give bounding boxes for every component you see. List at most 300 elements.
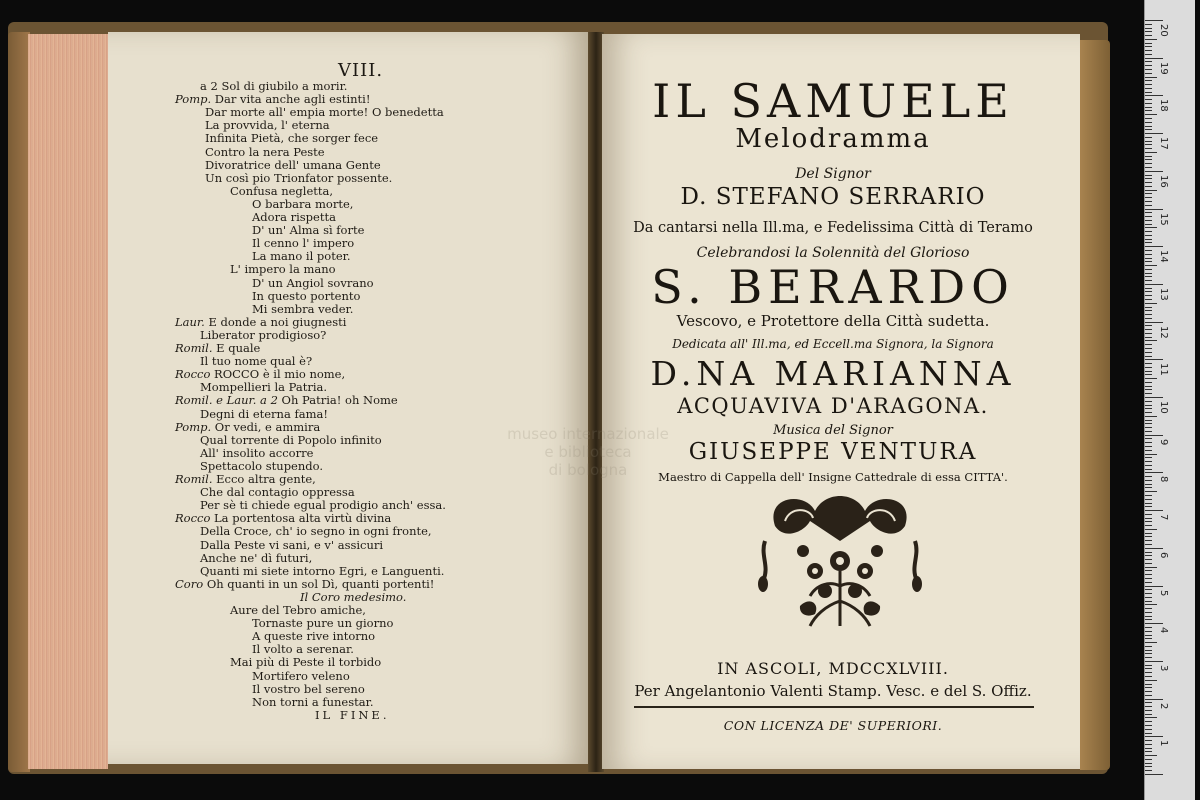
- ruler-tick: [1145, 288, 1152, 289]
- ruler-tick: [1145, 24, 1152, 25]
- ruler-tick: [1145, 601, 1152, 602]
- ruler-tick: [1145, 631, 1152, 632]
- ruler-tick: [1145, 110, 1152, 111]
- verse-line: [230, 263, 336, 276]
- ruler-label: 18: [1158, 99, 1169, 113]
- ruler-tick: [1145, 616, 1152, 617]
- license-line: CON LICENZA DE' SUPERIORI.: [723, 718, 943, 733]
- ruler-tick: [1145, 39, 1157, 40]
- ruler-tick: [1145, 224, 1152, 225]
- verse-text: Ecco altra gente,: [216, 472, 316, 486]
- ruler-tick: [1145, 386, 1152, 387]
- ruler-tick: [1145, 608, 1152, 609]
- composer-name: GIUSEPPE VENTURA: [688, 439, 978, 465]
- ruler-tick: [1145, 367, 1152, 368]
- ruler-tick: [1145, 740, 1152, 741]
- verse-text: Per sè ti chiede egual prodigio anch' essa.: [200, 498, 446, 513]
- ruler-tick: [1145, 559, 1152, 560]
- verse-text: ROCCO è il mio nome,: [214, 367, 346, 382]
- ruler-tick: [1145, 748, 1152, 749]
- verse-line: [252, 224, 364, 237]
- verse-line: [252, 198, 353, 211]
- ruler-tick: [1145, 518, 1152, 519]
- ruler-tick: [1145, 156, 1152, 157]
- verse-text: Quanti mi siete intorno Egri, e Languenti.: [200, 563, 445, 578]
- ruler-tick: [1145, 480, 1152, 481]
- verse-line: [200, 447, 313, 460]
- ruler-tick: [1145, 653, 1152, 654]
- ruler-label: 6: [1158, 551, 1169, 559]
- verse-text: a 2 Sol di giubilo a morir.: [200, 79, 348, 93]
- ruler-tick: [1145, 638, 1152, 639]
- verse-text: Il vostro bel sereno: [252, 681, 365, 696]
- ruler-tick: [1145, 695, 1152, 696]
- verse-line: [300, 591, 406, 604]
- ruler-tick: [1145, 729, 1152, 730]
- verse-text: Oh Patria! oh Nome: [281, 393, 398, 408]
- ruler-tick: [1145, 714, 1152, 715]
- verse-text: Oh quanti in un sol Dì, quanti portenti!: [206, 576, 435, 591]
- ruler-tick: [1145, 265, 1157, 266]
- ruler-tick: [1145, 710, 1152, 711]
- ruler-tick: [1145, 525, 1152, 526]
- verse-line: [200, 499, 446, 512]
- ruler-tick: [1145, 95, 1163, 96]
- ruler-tick: [1145, 706, 1152, 707]
- ruler-tick: [1145, 46, 1152, 47]
- ruler-tick: [1145, 144, 1152, 145]
- ruler-tick: [1145, 770, 1152, 771]
- speaker-name: Laur.: [175, 314, 209, 329]
- verse-text: E quale: [216, 341, 261, 355]
- verse-text: O barbara morte,: [252, 196, 354, 211]
- verse-text: Divoratrice dell' umana Gente: [205, 157, 381, 172]
- ruler-tick: [1145, 197, 1152, 198]
- verse-line: [175, 578, 434, 591]
- ruler-tick: [1145, 393, 1152, 394]
- ruler-tick: [1145, 574, 1152, 575]
- ruler-tick: [1145, 661, 1163, 662]
- verse-text: In questo portento: [252, 288, 361, 303]
- speaker-name: Romil.: [175, 472, 217, 486]
- ruler-tick: [1145, 325, 1152, 326]
- verse-text: Degni di eterna fama!: [200, 406, 328, 421]
- ruler-tick: [1145, 58, 1163, 59]
- ruler-tick: [1145, 205, 1152, 206]
- ruler-label: 16: [1158, 174, 1169, 188]
- ruler-tick: [1145, 401, 1152, 402]
- ruler-tick: [1145, 186, 1152, 187]
- ruler-tick: [1145, 465, 1152, 466]
- ruler-label: 2: [1158, 702, 1169, 709]
- verse-line: [175, 342, 260, 355]
- ruler-tick: [1145, 84, 1152, 85]
- ruler-tick: [1145, 755, 1157, 756]
- verse-line: [252, 211, 336, 224]
- verse-text: L' impero la mano: [230, 262, 336, 277]
- speaker-name: Romil. e Laur. a 2: [175, 393, 282, 408]
- ruler-tick: [1145, 446, 1152, 447]
- imprint-place-date: IN ASCOLI, MDCCXLVIII.: [717, 659, 949, 678]
- ruler-tick: [1145, 220, 1152, 221]
- ruler-tick: [1145, 529, 1157, 530]
- verse-text: Dar vita anche agli estinti!: [214, 92, 371, 107]
- ruler-tick: [1145, 314, 1152, 315]
- ruler-tick: [1145, 303, 1157, 304]
- ruler-tick: [1145, 521, 1152, 522]
- ruler-tick: [1145, 118, 1152, 119]
- ruler-tick: [1145, 152, 1157, 153]
- verse-line: [252, 303, 353, 316]
- ruler-tick: [1145, 650, 1152, 651]
- verse-line: [252, 277, 374, 290]
- ruler-tick: [1145, 261, 1152, 262]
- ruler-tick: [1145, 163, 1152, 164]
- verse-line: [200, 80, 347, 93]
- title-page: [594, 12, 1072, 747]
- ruler-tick: [1145, 699, 1163, 700]
- watermark-line: e biblioteca: [544, 443, 632, 461]
- verse-text: Confusa negletta,: [230, 183, 334, 198]
- ruler-tick: [1145, 680, 1157, 681]
- dedicatee-family: ACQUAVIVA D'ARAGONA.: [677, 394, 989, 418]
- ruler-tick: [1145, 80, 1152, 81]
- verse-line: [205, 172, 392, 185]
- verse-text: All' insolito accorre: [200, 445, 314, 460]
- ruler-tick: [1145, 227, 1157, 228]
- ruler-tick: [1145, 171, 1163, 172]
- verse-text: Mortifero veleno: [252, 668, 350, 683]
- ruler-tick: [1145, 269, 1152, 270]
- ruler-tick: [1145, 544, 1152, 545]
- celebration-line: Celebrandosi la Solennità del Glorioso: [696, 245, 970, 261]
- ruler-tick: [1145, 725, 1152, 726]
- ruler-tick: [1145, 733, 1152, 734]
- ruler-tick: [1145, 389, 1152, 390]
- ruler-tick: [1145, 348, 1152, 349]
- ruler-tick: [1145, 295, 1152, 296]
- ruler-tick: [1145, 552, 1152, 553]
- verse-line: [230, 604, 366, 617]
- ruler-tick: [1145, 423, 1152, 424]
- ruler-label: 9: [1158, 438, 1169, 446]
- ruler-tick: [1145, 88, 1152, 89]
- verse-text: Dalla Peste vi sani, e v' assicuri: [200, 537, 384, 552]
- verse-line: [205, 132, 378, 145]
- ruler-tick: [1145, 291, 1152, 292]
- ruler-tick: [1145, 672, 1152, 673]
- ruler-tick: [1145, 431, 1152, 432]
- ruler-tick: [1145, 20, 1163, 21]
- ruler-tick: [1145, 533, 1152, 534]
- verse-line: [252, 290, 360, 303]
- verse-text: Infinita Pietà, che sorger fece: [205, 131, 379, 146]
- verse-text: Il cenno l' impero: [252, 236, 355, 251]
- ruler-label: 4: [1158, 627, 1169, 634]
- ruler-tick: [1145, 299, 1152, 300]
- verse-line: [175, 316, 346, 329]
- ruler-tick: [1145, 548, 1163, 549]
- ruler-tick: [1145, 378, 1157, 379]
- ruler-tick: [1145, 273, 1152, 274]
- verse-text: Contro la nera Peste: [205, 144, 325, 159]
- watermark-line: museo internazionale: [507, 425, 669, 443]
- verse-line: [252, 237, 354, 250]
- ruler-tick: [1145, 73, 1152, 74]
- verse-line: [252, 630, 375, 643]
- ruler-tick: [1145, 627, 1152, 628]
- ruler-tick: [1145, 476, 1152, 477]
- ruler-tick: [1145, 589, 1152, 590]
- ruler-tick: [1145, 555, 1152, 556]
- ruler-tick: [1145, 499, 1152, 500]
- speaker-name: Coro: [175, 576, 207, 591]
- speaker-name: Rocco: [175, 511, 215, 526]
- ruler-tick: [1145, 103, 1152, 104]
- verse-text: Il volto a serenar.: [252, 642, 354, 657]
- verse-line: [252, 696, 374, 709]
- ruler-tick: [1145, 405, 1152, 406]
- ruler-tick: [1145, 450, 1152, 451]
- author-name: D. STEFANO SERRARIO: [680, 184, 986, 210]
- ruler-tick: [1145, 397, 1163, 398]
- ruler-tick: [1145, 167, 1152, 168]
- floral-ornament-icon: [755, 486, 925, 636]
- ruler-label: 3: [1158, 664, 1169, 672]
- ruler-tick: [1145, 702, 1152, 703]
- ruler-tick: [1145, 597, 1152, 598]
- verse-line: [230, 656, 381, 669]
- ruler-tick: [1145, 61, 1152, 62]
- ruler-tick: [1145, 129, 1152, 130]
- ruler-tick: [1145, 182, 1152, 183]
- ruler-tick: [1145, 363, 1152, 364]
- ruler-tick: [1145, 28, 1152, 29]
- ruler-tick: [1145, 665, 1152, 666]
- verse-text: Mompellieri la Patria.: [200, 380, 328, 395]
- verse-text: Mai più di Peste il torbido: [230, 655, 382, 670]
- ruler-tick: [1145, 657, 1152, 658]
- ruler-tick: [1145, 721, 1152, 722]
- ruler-tick: [1145, 514, 1152, 515]
- ruler-tick: [1145, 352, 1152, 353]
- ruler-tick: [1145, 310, 1152, 311]
- verse-text: Tornaste pure un giorno: [252, 616, 394, 631]
- ruler-label: 5: [1158, 589, 1169, 596]
- ruler-tick: [1145, 307, 1152, 308]
- verse-line: [200, 552, 312, 565]
- ruler-tick: [1145, 65, 1152, 66]
- ruler-tick: [1145, 159, 1152, 160]
- verse-text: Il tuo nome qual è?: [200, 354, 313, 369]
- ruler-tick: [1145, 736, 1163, 737]
- ruler-tick: [1145, 578, 1152, 579]
- verse-line: [200, 408, 328, 421]
- verse-line: [230, 185, 333, 198]
- verse-line: [205, 119, 330, 132]
- verse-text: Che dal contagio oppressa: [200, 485, 355, 500]
- ruler-tick: [1145, 676, 1152, 677]
- ruler-tick: [1145, 691, 1152, 692]
- ruler-tick: [1145, 408, 1152, 409]
- verse-text: Anche ne' dì futuri,: [200, 550, 313, 565]
- ruler-tick: [1145, 495, 1152, 496]
- ruler-tick: [1145, 435, 1163, 436]
- ruler-tick: [1145, 593, 1152, 594]
- ruler-tick: [1145, 766, 1152, 767]
- speaker-name: Pomp.: [175, 92, 215, 107]
- verse-line: [200, 329, 326, 342]
- ruler-tick: [1145, 382, 1152, 383]
- ruler-tick: [1145, 92, 1152, 93]
- ruler-tick: [1145, 77, 1157, 78]
- ruler-label: 12: [1158, 325, 1169, 339]
- ruler-tick: [1145, 69, 1152, 70]
- ruler-tick: [1145, 454, 1157, 455]
- verse-line: [175, 473, 316, 486]
- printer-line: Per Angelantonio Valenti Stamp. Vesc. e del S. Offiz.: [634, 682, 1032, 700]
- ruler-tick: [1145, 668, 1152, 669]
- music-label: Musica del Signor: [773, 423, 893, 438]
- verse-text: Non torni a funestar.: [252, 694, 374, 709]
- ruler-tick: [1145, 190, 1157, 191]
- verse-line: [252, 670, 350, 683]
- ruler-tick: [1145, 416, 1157, 417]
- ruler-tick: [1145, 239, 1152, 240]
- ruler-tick: [1145, 280, 1152, 281]
- ruler-tick: [1145, 371, 1152, 372]
- verse-line: [200, 434, 382, 447]
- verse-text: Or vedi, e ammira: [214, 419, 321, 434]
- ruler-tick: [1145, 276, 1152, 277]
- ruler-tick: [1145, 642, 1157, 643]
- ruler-tick: [1145, 763, 1152, 764]
- speaker-name: Romil.: [175, 341, 217, 355]
- ruler-label: 14: [1158, 250, 1169, 263]
- ruler-tick: [1145, 536, 1152, 537]
- verse-line: [252, 683, 365, 696]
- verse-text: La mano il poter.: [252, 249, 351, 264]
- verse-line: [205, 146, 325, 159]
- ruler-tick: [1145, 193, 1152, 194]
- ruler-tick: [1145, 469, 1152, 470]
- verse-text: La provvida, l' eterna: [205, 118, 330, 133]
- composer-description: Maestro di Cappella dell' Insigne Cattedrale di essa CITTA'.: [658, 470, 1008, 484]
- verse-text: Mi sembra veder.: [252, 301, 354, 316]
- ruler-tick: [1145, 246, 1163, 247]
- watermark-line: di bologna: [548, 461, 628, 479]
- verse-text: La portentosa alta virtù divina: [214, 511, 392, 526]
- ruler-tick: [1145, 333, 1152, 334]
- ruler-label: 8: [1158, 476, 1169, 483]
- ruler-tick: [1145, 759, 1152, 760]
- verse-line: [252, 643, 354, 656]
- ruler-tick: [1145, 107, 1152, 108]
- ruler-tick: [1145, 420, 1152, 421]
- dedication-line: Dedicata all' Ill.ma, ed Eccell.ma Signora, la Signora: [672, 337, 994, 351]
- ruler-tick: [1145, 472, 1163, 473]
- verse-text: D' un Angiol sovrano: [252, 275, 374, 290]
- verse-line: [200, 381, 327, 394]
- ruler-label: 13: [1158, 287, 1169, 301]
- verse-line: [315, 709, 389, 722]
- ruler-tick: [1145, 484, 1152, 485]
- ruler-label: 1: [1158, 740, 1169, 747]
- ruler-tick: [1145, 356, 1152, 357]
- ruler-tick: [1145, 318, 1152, 319]
- verse-line: [200, 355, 312, 368]
- ruler-tick: [1145, 506, 1152, 507]
- ruler-tick: [1145, 619, 1152, 620]
- ruler-tick: [1145, 717, 1157, 718]
- verse-line: [200, 525, 432, 538]
- verse-text: Adora rispetta: [252, 210, 336, 224]
- ruler-label: 11: [1158, 363, 1169, 377]
- ruler-tick: [1145, 250, 1152, 251]
- verse-line: [205, 159, 381, 172]
- ruler-tick: [1145, 586, 1163, 587]
- ruler-tick: [1145, 646, 1152, 647]
- ruler-tick: [1145, 175, 1152, 176]
- saint-description: Vescovo, e Protettore della Città sudetta.: [676, 312, 990, 330]
- ruler-tick: [1145, 201, 1152, 202]
- page-number: VIII.: [338, 60, 384, 81]
- verse-text: IL FINE.: [315, 707, 390, 722]
- ruler-tick: [1145, 43, 1152, 44]
- ruler-tick: [1145, 122, 1152, 123]
- ruler-tick: [1145, 438, 1152, 439]
- title-rule: [634, 706, 1034, 708]
- verse-line: [200, 565, 444, 578]
- ruler-tick: [1145, 284, 1163, 285]
- ruler-tick: [1145, 461, 1152, 462]
- dedicatee-name: D.NA MARIANNA: [650, 354, 1016, 393]
- ruler-label: 7: [1158, 514, 1169, 521]
- ruler-tick: [1145, 258, 1152, 259]
- ruler-tick: [1145, 744, 1152, 745]
- ruler-label: 17: [1158, 137, 1169, 150]
- saint-name: S. BERARDO: [651, 260, 1015, 314]
- ruler-tick: [1145, 54, 1152, 55]
- ruler-tick: [1145, 427, 1152, 428]
- ruler-label: 20: [1158, 24, 1169, 37]
- verse-text: Dar morte all' empia morte! O benedetta: [205, 105, 444, 120]
- ruler-label: 19: [1158, 61, 1169, 75]
- verse-line: [200, 486, 355, 499]
- verse-line: [175, 512, 391, 525]
- ruler-tick: [1145, 133, 1163, 134]
- measuring-ruler: [1144, 0, 1195, 800]
- verse-text: Della Croce, ch' io segno in ogni fronte,: [200, 524, 432, 539]
- ruler-tick: [1145, 563, 1152, 564]
- ruler-tick: [1145, 337, 1152, 338]
- ruler-tick: [1145, 235, 1152, 236]
- ruler-tick: [1145, 374, 1152, 375]
- performance-line: Da cantarsi nella Ill.ma, e Fedelissima Città di Teramo: [633, 220, 1033, 236]
- ruler-tick: [1145, 50, 1152, 51]
- ruler-tick: [1145, 322, 1163, 323]
- ruler-label: 10: [1158, 401, 1169, 414]
- verse-line: [175, 93, 370, 106]
- speaker-name: Pomp.: [175, 419, 215, 434]
- ruler-tick: [1145, 540, 1152, 541]
- verse-text: Aure del Tebro amiche,: [230, 603, 366, 617]
- verse-line: [205, 106, 444, 119]
- verse-text: Spettacolo stupendo.: [200, 458, 324, 473]
- verse-line: [175, 368, 345, 381]
- verse-text: A queste rive intorno: [252, 629, 376, 644]
- ruler-tick: [1145, 344, 1152, 345]
